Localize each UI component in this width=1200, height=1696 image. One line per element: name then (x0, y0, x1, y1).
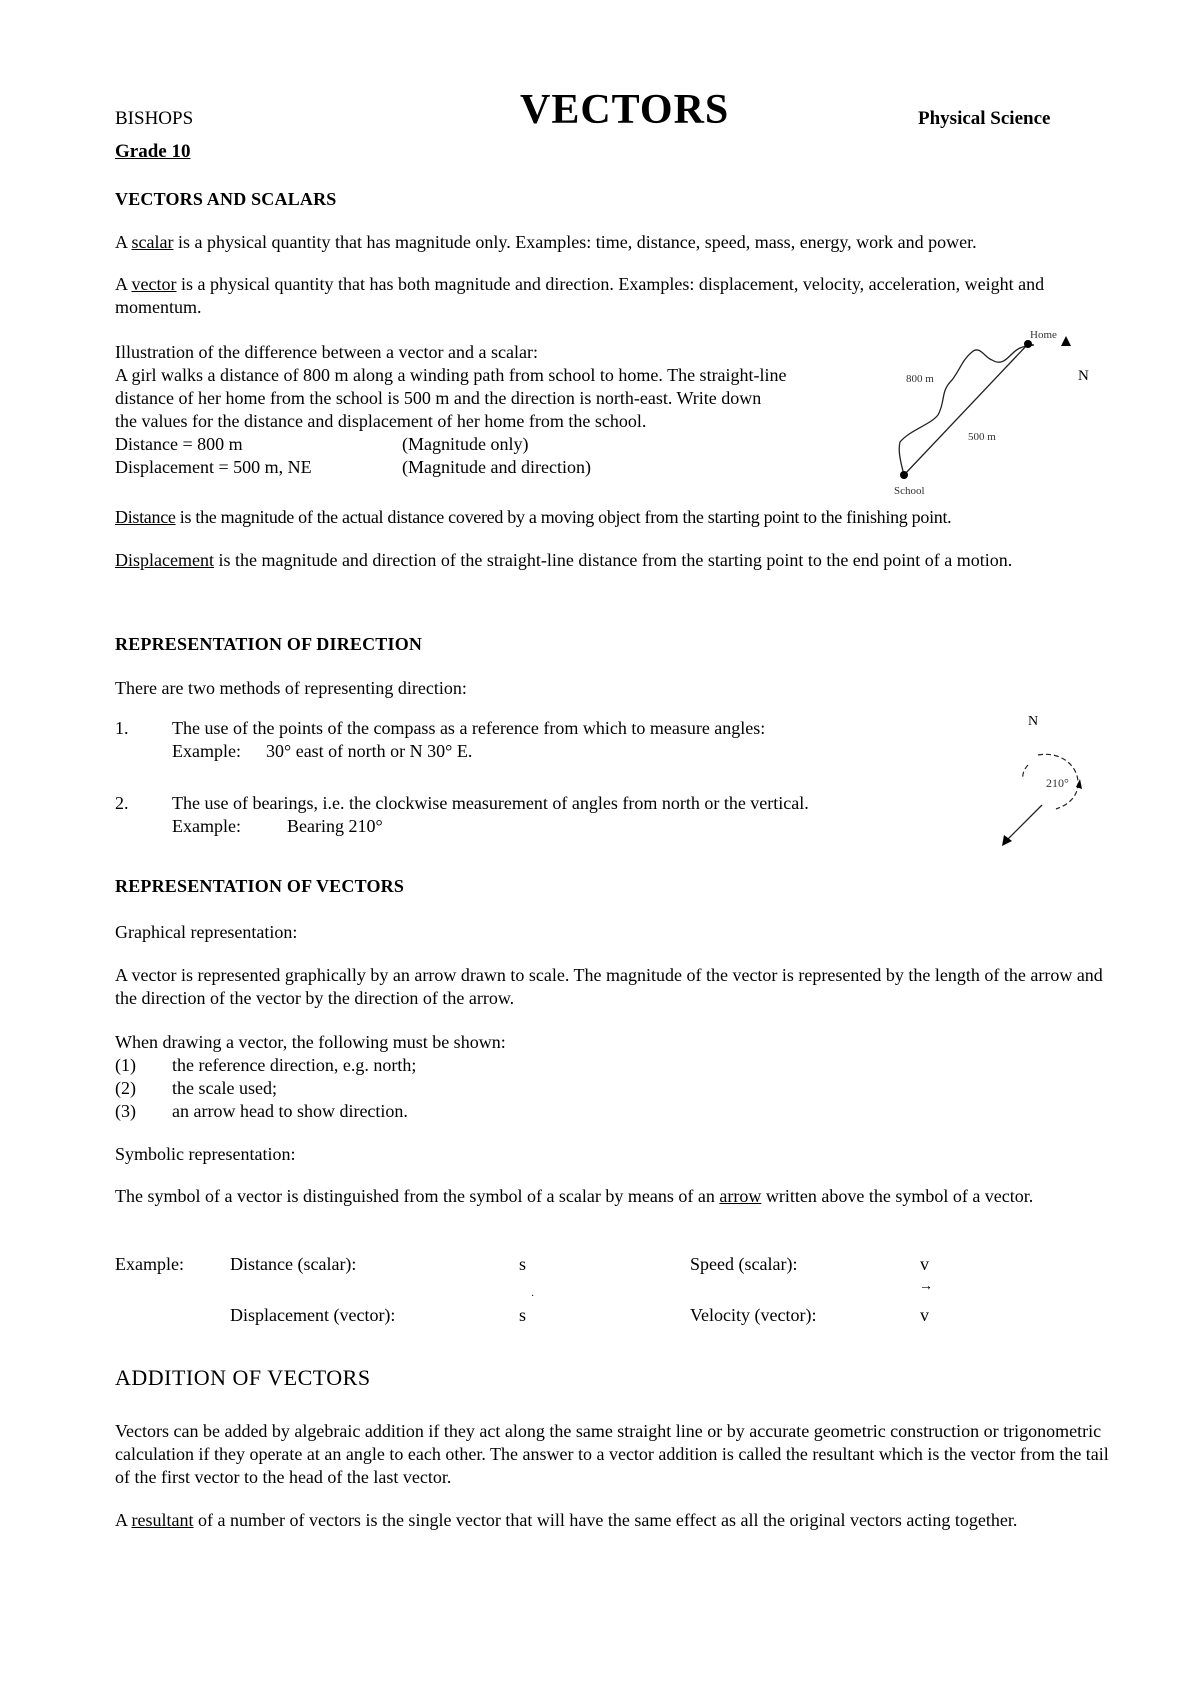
displacement-vector-label: Displacement (vector): (230, 1305, 396, 1325)
illustration-line-1: Illustration of the difference between a vector and a scalar: (115, 342, 538, 362)
heading-vectors-and-scalars: VECTORS AND SCALARS (115, 189, 337, 209)
heading-representation-of-vectors: REPRESENTATION OF VECTORS (115, 876, 405, 896)
displacement-note: (Magnitude and direction) (402, 457, 591, 477)
symbol-example-label: Example: (115, 1254, 184, 1274)
subject-name: Physical Science (918, 108, 1051, 129)
heading-addition-of-vectors: ADDITION OF VECTORS (115, 1365, 371, 1390)
method-1-text: The use of the points of the compass as a reference from which to measure angles: (172, 718, 766, 738)
requirement-1-number: (1) (115, 1055, 136, 1075)
method-2-example-label: Example: (172, 816, 241, 836)
illustration-line-4: the values for the distance and displacement of her home from the school. (115, 411, 647, 431)
distance-note: (Magnitude only) (402, 434, 529, 454)
line-length-label: 500 m (968, 431, 996, 443)
bearing-figure (990, 705, 1100, 850)
distance-symbol: s (519, 1254, 527, 1274)
symbolic-representation-text (115, 1185, 1115, 1208)
distance-term: Distance (115, 507, 176, 527)
school-name: BISHOPS (115, 108, 194, 129)
resultant-term: resultant (131, 1510, 194, 1530)
heading-representation-of-direction: REPRESENTATION OF DIRECTION (115, 634, 423, 654)
displacement-term: Displacement (115, 550, 214, 570)
symbolic-pre: The symbol of a vector is distinguished from the symbol of a scalar by means of an (115, 1186, 720, 1206)
graphical-representation-label: Graphical representation: (115, 922, 298, 942)
requirement-1-text: the reference direction, e.g. north; (172, 1055, 417, 1075)
straight-line-path (904, 344, 1028, 475)
grade-label: Grade 10 (115, 141, 191, 162)
arrow-term: arrow (719, 1186, 762, 1206)
scalar-term: scalar (131, 232, 174, 252)
requirement-3-number: (3) (115, 1101, 136, 1121)
north-arrow-icon (1061, 336, 1071, 346)
addition-paragraph: Vectors can be added by algebraic addition if they act along the same straight line or by accurate geometric construction or trigonometric calculation if they operate at an angle to each other. The answer to a vector addition is called the resultant which is the vector from the tail of the first vector to the head of the last vector. (115, 1421, 1109, 1487)
resultant-pre: A (115, 1510, 132, 1530)
school-dot (900, 471, 908, 479)
scalar-post: is a physical quantity that has magnitude only. Examples: time, distance, speed, mass, energy, work and power. (173, 232, 977, 252)
displacement-def-text: is the magnitude and direction of the straight-line distance from the starting point to the end point of a motion. (213, 550, 1013, 570)
velocity-arrow-icon: → (919, 1279, 933, 1294)
bearing-north-label: N (1028, 714, 1039, 729)
displacement-value: Displacement = 500 m, NE (115, 457, 312, 477)
symbolic-representation-label: Symbolic representation: (115, 1144, 296, 1164)
speed-scalar-label: Speed (scalar): (690, 1254, 798, 1274)
velocity-symbol: v (920, 1305, 929, 1325)
drawing-requirements-intro: When drawing a vector, the following must be shown: (115, 1032, 506, 1052)
method-1-example: 30° east of north or N 30° E. (266, 741, 473, 761)
north-label: N (1078, 368, 1089, 384)
scalar-definition (115, 231, 977, 254)
requirement-2-text: the scale used; (172, 1078, 277, 1098)
arc-arrow-icon (1076, 779, 1082, 789)
method-2-text: The use of bearings, i.e. the clockwise measurement of angles from north or the vertical. (172, 793, 809, 813)
illustration-line-3: distance of her home from the school is 500 m and the direction is north-east. Write down (115, 388, 762, 408)
vector-definition (115, 273, 1105, 319)
vector-term: vector (131, 274, 177, 294)
bearing-angle-label: 210° (1046, 776, 1069, 790)
vector-pre: A (115, 274, 132, 294)
graphical-representation-text: A vector is represented graphically by an arrow drawn to scale. The magnitude of the vector is represented by the length of the arrow and the direction of the vector by the direction of the arrow. (115, 965, 1103, 1008)
distance-scalar-label: Distance (scalar): (230, 1254, 357, 1274)
method-2-number: 2. (115, 793, 129, 813)
symbolic-post: written above the symbol of a vector. (761, 1186, 1034, 1206)
home-dot (1024, 340, 1032, 348)
method-2-example: Bearing 210° (287, 816, 383, 836)
distance-value: Distance = 800 m (115, 434, 243, 454)
bearing-line (1006, 805, 1042, 841)
scalar-pre: A (115, 232, 132, 252)
home-label: Home (1030, 330, 1057, 341)
distance-definition (115, 506, 951, 529)
requirement-2-number: (2) (115, 1078, 136, 1098)
speed-symbol: v (920, 1254, 929, 1274)
method-1-example-label: Example: (172, 741, 241, 761)
displacement-definition (115, 549, 1105, 572)
vector-post: is a physical quantity that has both magnitude and direction. Examples: displacement, velocity, acceleration, weight and momentum. (115, 274, 1045, 317)
bearing-arc-start (1023, 765, 1028, 779)
resultant-post: of a number of vectors is the single vector that will have the same effect as all the original vectors acting together. (193, 1510, 1018, 1530)
method-1-number: 1. (115, 718, 129, 738)
school-label: School (894, 485, 925, 497)
displacement-symbol: s (519, 1305, 527, 1325)
requirement-3-text: an arrow head to show direction. (172, 1101, 408, 1121)
illustration-line-2: A girl walks a distance of 800 m along a winding path from school to home. The straight-line (115, 365, 787, 385)
displacement-arrow-icon: · (531, 1291, 535, 1302)
direction-intro: There are two methods of representing direction: (115, 678, 467, 698)
distance-displacement-figure (880, 330, 1100, 500)
path-length-label: 800 m (906, 373, 934, 385)
velocity-vector-label: Velocity (vector): (690, 1305, 817, 1325)
distance-def-text: is the magnitude of the actual distance covered by a moving object from the starting point to the finishing point. (175, 507, 952, 527)
page-title: VECTORS (520, 87, 730, 133)
resultant-definition (115, 1509, 1115, 1532)
